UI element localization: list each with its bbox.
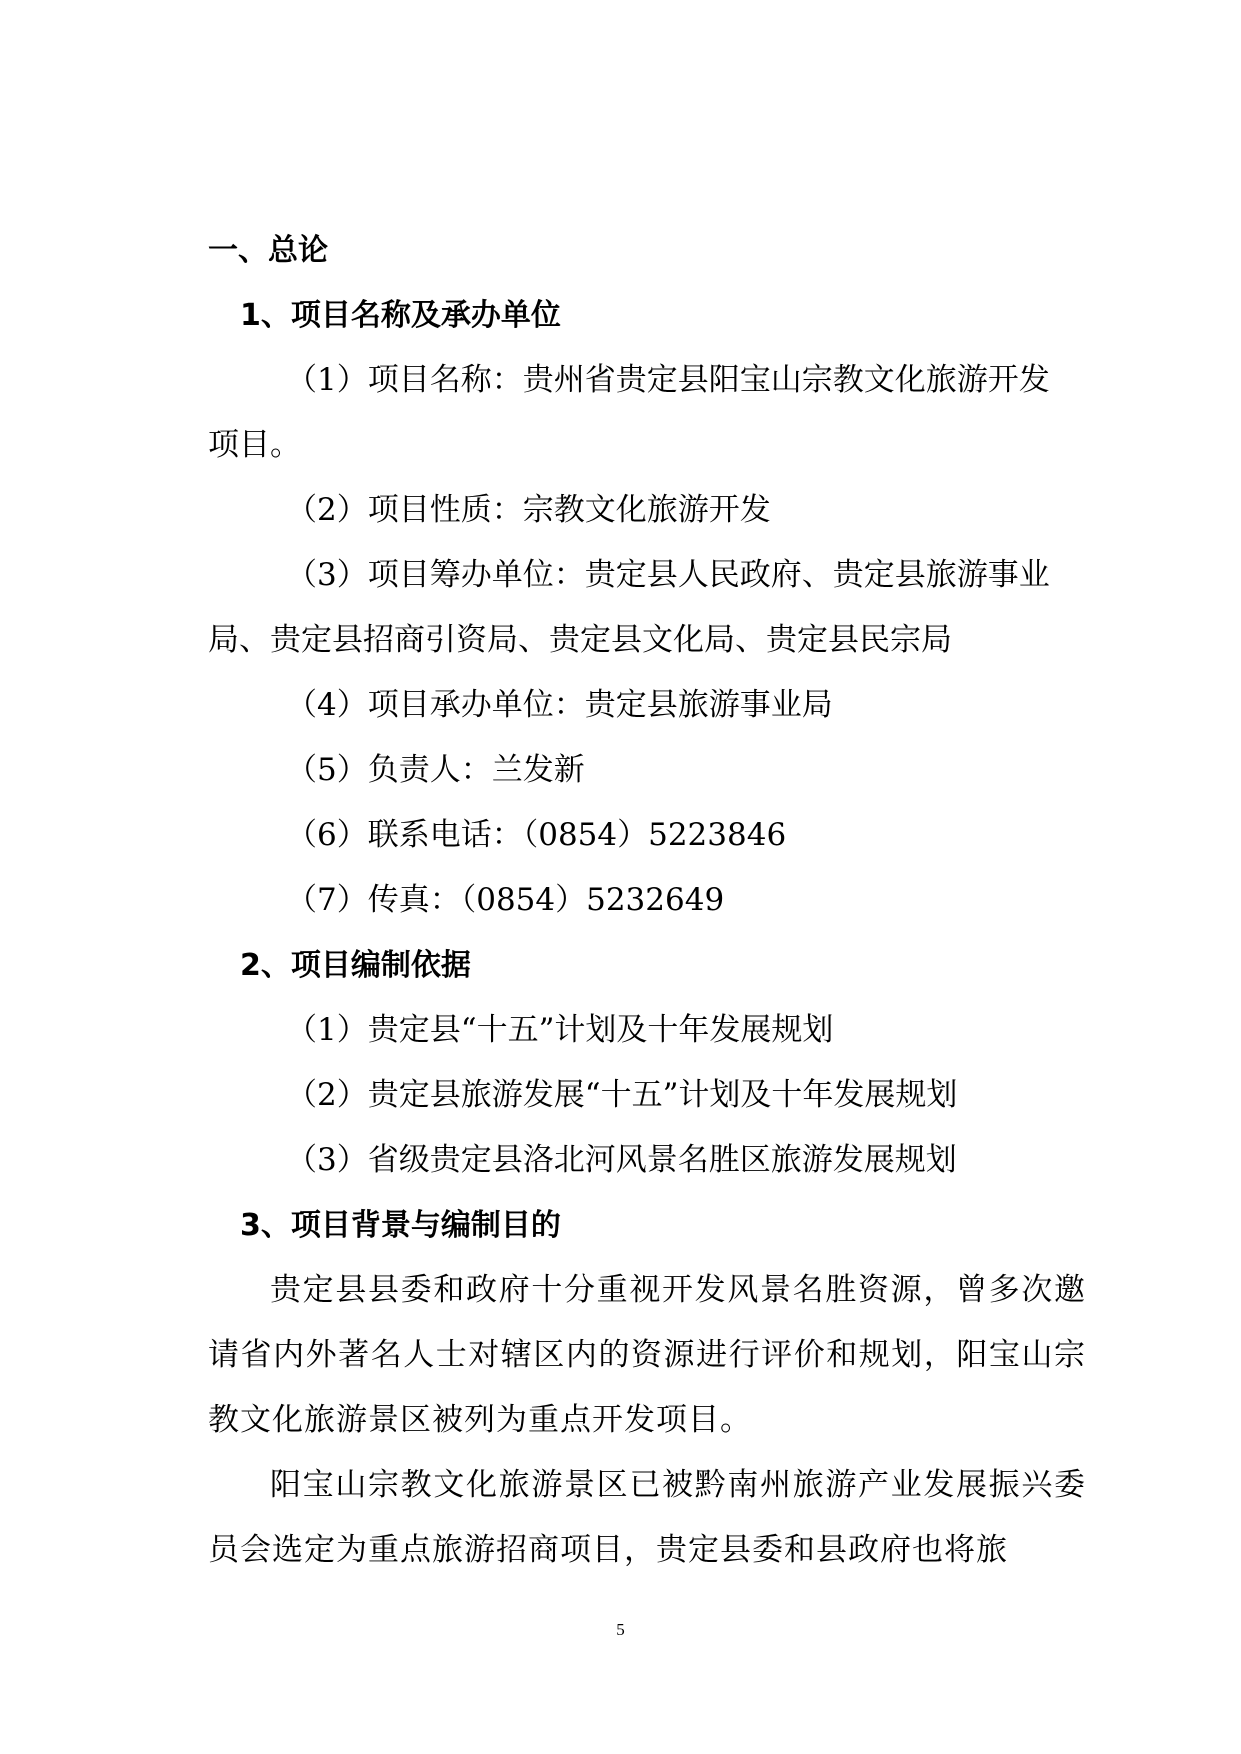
item-preparing-units-continued: 局、贵定县招商引资局、贵定县文化局、贵定县民宗局 [208, 622, 952, 658]
basis-item-2: （2）贵定县旅游发展“十五”计划及十年发展规划 [286, 1077, 958, 1113]
subsection-heading-2: 2、项目编制依据 [240, 948, 471, 983]
item-project-name: （1）项目名称：贵州省贵定县阳宝山宗教文化旅游开发 [286, 362, 1050, 398]
background-paragraph-2: 阳宝山宗教文化旅游景区已被黔南州旅游产业发展振兴委员会选定为重点旅游招商项目，贵定县委和县政府也将旅 [208, 1467, 1086, 1568]
item-phone: （6）联系电话：（0854）5223846 [286, 817, 787, 853]
item-project-name-continued: 项目。 [208, 427, 301, 463]
item-undertaking-unit: （4）项目承办单位：贵定县旅游事业局 [286, 687, 833, 723]
basis-item-1: （1）贵定县“十五”计划及十年发展规划 [286, 1012, 834, 1048]
basis-item-3: （3）省级贵定县洛北河风景名胜区旅游发展规划 [286, 1142, 957, 1178]
section-heading: 一、总论 [208, 233, 328, 268]
item-project-nature: （2）项目性质：宗教文化旅游开发 [286, 492, 771, 528]
item-preparing-units: （3）项目筹办单位：贵定县人民政府、贵定县旅游事业 [286, 557, 1050, 593]
item-person-in-charge: （5）负责人：兰发新 [286, 752, 585, 788]
page-number: 5 [616, 1620, 625, 1639]
document-body [208, 218, 1086, 1583]
background-paragraph-1: 贵定县县委和政府十分重视开发风景名胜资源，曾多次邀请省内外著名人士对辖区内的资源进行评价和规划，阳宝山宗教文化旅游景区被列为重点开发项目。 [208, 1272, 1086, 1438]
item-fax: （7）传真：（0854）5232649 [286, 882, 725, 918]
subsection-heading-1: 1、项目名称及承办单位 [240, 298, 561, 333]
subsection-heading-3: 3、项目背景与编制目的 [240, 1208, 561, 1243]
